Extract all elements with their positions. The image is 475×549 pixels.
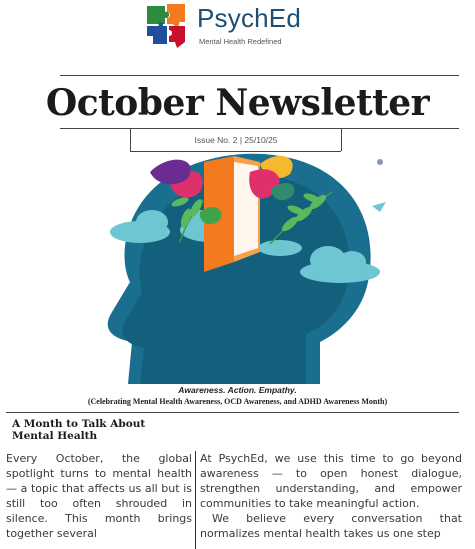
article-left-column	[6, 451, 192, 541]
column-divider	[195, 451, 196, 549]
brand-logo	[145, 2, 301, 50]
caption-bottom-rule	[6, 412, 459, 413]
article-left-paragraph: Every October, the global spotlight turns to mental health — a topic that affects us all but is still too often shrouded in silence. This month brings together several	[6, 452, 192, 540]
issue-text: Issue No. 2 | 25/10/25	[194, 134, 278, 145]
brand-tagline: Mental Health Redefined	[199, 37, 282, 46]
issue-info	[130, 128, 342, 151]
article-right-paragraph-1: At PsychEd, we use this time to go beyond awareness — to open honest dialogue, strengthen understanding, and empower communities to take meaningful action.	[200, 452, 462, 510]
article-right-paragraph-2: We believe every conversation that normalizes mental health takes us one step	[200, 512, 462, 540]
header-top-rule	[60, 75, 459, 76]
article-right-column	[200, 451, 462, 541]
caption-tagline: Awareness. Action. Empathy.	[178, 385, 297, 395]
brand-name: PsychEd	[197, 3, 302, 33]
head-with-plants-illustration	[100, 152, 400, 384]
page-title: October Newsletter	[45, 82, 430, 124]
caption-subtitle: (Celebrating Mental Health Awareness, OCD Awareness, and ADHD Awareness Month)	[87, 397, 388, 406]
article-title: A Month to Talk About Mental Health	[12, 418, 146, 442]
puzzle-head-logo-icon	[145, 2, 191, 50]
